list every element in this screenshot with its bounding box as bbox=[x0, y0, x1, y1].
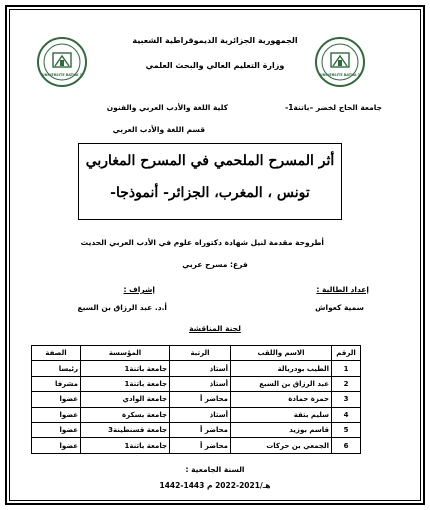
student-name: سمية كعواش bbox=[315, 303, 364, 312]
cell-role: عضوا bbox=[32, 438, 81, 453]
cell-institution: جامعة باتنة1 bbox=[81, 438, 170, 453]
column-header-role: الصفة bbox=[32, 346, 81, 361]
column-header-rank: الرتبة bbox=[170, 346, 231, 361]
column-header-institution: المؤسسة bbox=[81, 346, 170, 361]
committee-table bbox=[31, 345, 361, 454]
supervisor-name: أ.د. عبد الرزاق بن السبع bbox=[77, 303, 167, 312]
column-header-name: الاسم واللقب bbox=[231, 346, 332, 361]
cell-institution: جامعة باتنة1 bbox=[81, 361, 170, 376]
cell-number: 4 bbox=[332, 407, 361, 422]
republic-name: الجمهورية الجزائرية الديموقراطية الشعبية bbox=[132, 36, 298, 45]
thesis-description: أطروحة مقدمة لنيل شهادة دكتوراه علوم في الأدب العربي الحديث bbox=[80, 238, 324, 247]
thesis-title-line1: أثر المسرح الملحمي في المسرح المغاربي bbox=[85, 153, 335, 169]
cell-number: 1 bbox=[332, 361, 361, 376]
cell-role: عضوا bbox=[32, 407, 81, 422]
table-row bbox=[32, 392, 361, 407]
cell-role: عضوا bbox=[32, 422, 81, 437]
academic-year-label: السنة الجامعية : bbox=[185, 465, 245, 474]
cell-institution: جامعة بسكرة bbox=[81, 407, 170, 422]
cell-number: 3 bbox=[332, 392, 361, 407]
cell-rank: محاضر أ bbox=[170, 438, 231, 453]
cell-rank: أستاذ bbox=[170, 361, 231, 376]
cell-rank: أستاذ bbox=[170, 407, 231, 422]
cell-institution: جامعة قسنطينة3 bbox=[81, 422, 170, 437]
department-name: قسم اللغة والأدب العربي bbox=[112, 125, 205, 134]
cell-name: قاسم بوزيد bbox=[231, 422, 332, 437]
university-name: جامعة الحاج لخضر –باتنة1- bbox=[285, 103, 382, 112]
supervisor-label: إشراف : bbox=[123, 285, 155, 294]
cell-rank: محاضر أ bbox=[170, 422, 231, 437]
thesis-title-line2: تونس ، المغرب، الجزائر- أنموذجا- bbox=[110, 185, 310, 201]
cell-number: 6 bbox=[332, 438, 361, 453]
cell-name: سليم بتقة bbox=[231, 407, 332, 422]
cell-rank: محاضر أ bbox=[170, 392, 231, 407]
cell-institution: جامعة الوادي bbox=[81, 392, 170, 407]
cell-number: 5 bbox=[332, 422, 361, 437]
column-header-number: الرقم bbox=[332, 346, 361, 361]
table-row bbox=[32, 361, 361, 376]
table-row bbox=[32, 407, 361, 422]
cell-name: الطيب بودربالة bbox=[231, 361, 332, 376]
cell-institution: جامعة باتنة1 bbox=[81, 376, 170, 391]
cell-role: رئيسا bbox=[32, 361, 81, 376]
committee-heading: لجنة المناقشة bbox=[189, 324, 241, 333]
university-seal-left bbox=[36, 36, 88, 88]
cell-rank: أستاذ bbox=[170, 376, 231, 391]
faculty-name: كلية اللغة والأدب العربي والفنون bbox=[106, 103, 228, 112]
cell-role: مشرفا bbox=[32, 376, 81, 391]
svg-text:UNIVERSITE BATNA 1: UNIVERSITE BATNA 1 bbox=[41, 73, 83, 77]
academic-year-value: 1442-1443 هـ/2021-2022 م bbox=[159, 481, 271, 490]
cell-number: 2 bbox=[332, 376, 361, 391]
thesis-branch: فرع: مسرح عربي bbox=[182, 260, 248, 269]
cell-name: حمزة حمادة bbox=[231, 392, 332, 407]
cell-name: الجمعي بن حركات bbox=[231, 438, 332, 453]
table-row bbox=[32, 422, 361, 437]
committee-table-header bbox=[32, 346, 361, 361]
thesis-title-box bbox=[78, 143, 342, 220]
cell-name: عبد الرزاق بن السبع bbox=[231, 376, 332, 391]
student-label: إعداد الطالبة : bbox=[316, 285, 369, 294]
cell-role: عضوا bbox=[32, 392, 81, 407]
ministry-name: وزارة التعليم العالي والبحث العلمي bbox=[145, 61, 285, 70]
table-row bbox=[32, 376, 361, 391]
svg-text:UNIVERSITE BATNA 1: UNIVERSITE BATNA 1 bbox=[319, 73, 361, 77]
table-row bbox=[32, 438, 361, 453]
